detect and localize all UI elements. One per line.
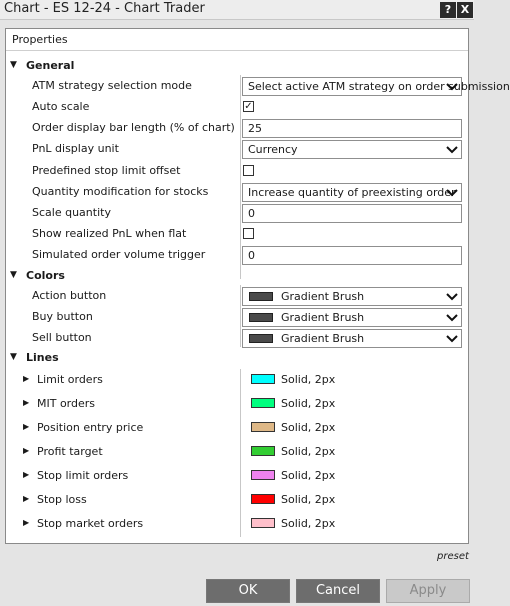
property-label: Simulated order volume trigger: [32, 248, 206, 261]
preset-link[interactable]: preset: [437, 551, 469, 562]
chevron-down-icon: [445, 79, 459, 94]
category-label: General: [26, 59, 75, 72]
stop-limit-offset-checkbox[interactable]: [243, 165, 254, 176]
line-label: Limit orders: [37, 373, 103, 386]
property-label: Buy button: [32, 310, 93, 323]
category-lines[interactable]: [6, 348, 468, 368]
auto-scale-checkbox[interactable]: [243, 101, 254, 112]
dropdown-value: Gradient Brush: [281, 290, 365, 303]
triangle-right-icon[interactable]: ▶: [23, 446, 30, 455]
properties-panel: [5, 28, 510, 544]
bar-length-input[interactable]: [242, 119, 462, 138]
cancel-button[interactable]: Cancel: [296, 579, 380, 603]
brush-swatch: [249, 313, 273, 322]
property-show-realized-pnl: [6, 224, 468, 244]
property-sell-button: [6, 328, 468, 348]
property-atm-strategy-mode: [6, 76, 510, 96]
property-label: Sell button: [32, 331, 92, 344]
dropdown-value: Gradient Brush: [281, 311, 365, 324]
property-label: Auto scale: [32, 100, 90, 113]
dropdown-value: Currency: [248, 143, 298, 156]
quantity-modification-dropdown[interactable]: [242, 183, 462, 202]
dropdown-value: Gradient Brush: [281, 332, 365, 345]
sim-volume-trigger-input[interactable]: [242, 246, 462, 265]
window-titlebar: [0, 0, 474, 20]
property-stop-limit-offset: [6, 161, 468, 181]
line-style-value: Solid, 2px: [281, 517, 336, 530]
property-quantity-modification: [6, 182, 468, 202]
line-color-swatch: [251, 446, 275, 456]
dropdown-value: Select active ATM strategy on order submission: [248, 80, 510, 93]
line-color-swatch: [251, 422, 275, 432]
input-value: 0: [248, 207, 255, 220]
category-colors[interactable]: [6, 266, 468, 286]
triangle-down-icon[interactable]: ▼: [10, 60, 17, 70]
category-label: Colors: [26, 269, 65, 282]
action-button-brush-dropdown[interactable]: [242, 287, 462, 306]
line-label: Stop limit orders: [37, 469, 129, 482]
property-label: Quantity modification for stocks: [32, 185, 209, 198]
line-label: Position entry price: [37, 421, 144, 434]
line-item-mit-orders[interactable]: [6, 394, 468, 414]
line-color-swatch: [251, 374, 275, 384]
chevron-down-icon: [445, 142, 459, 157]
input-value: 0: [248, 249, 255, 262]
window-title: Chart - ES 12-24 - Chart Trader: [4, 1, 205, 16]
chevron-down-icon: [445, 310, 459, 325]
line-style-value: Solid, 2px: [281, 421, 336, 434]
pnl-unit-dropdown[interactable]: [242, 140, 462, 159]
checkmark-icon: ✓: [244, 101, 253, 112]
chevron-down-icon: [445, 185, 459, 200]
triangle-right-icon[interactable]: ▶: [23, 374, 30, 383]
line-style-value: Solid, 2px: [281, 493, 336, 506]
sell-button-brush-dropdown[interactable]: [242, 329, 462, 348]
line-style-value: Solid, 2px: [281, 469, 336, 482]
line-label: Stop loss: [37, 493, 87, 506]
property-label: Predefined stop limit offset: [32, 164, 181, 177]
triangle-down-icon[interactable]: ▼: [10, 270, 17, 280]
brush-swatch: [249, 334, 273, 343]
line-color-swatch: [251, 494, 275, 504]
triangle-right-icon[interactable]: ▶: [23, 518, 30, 527]
property-label: Show realized PnL when flat: [32, 227, 187, 240]
property-sim-volume-trigger: [6, 245, 468, 265]
show-realized-pnl-checkbox[interactable]: [243, 228, 254, 239]
ok-button[interactable]: OK: [206, 579, 290, 603]
category-general[interactable]: [6, 56, 468, 76]
category-label: Lines: [26, 351, 59, 364]
dropdown-value: Increase quantity of preexisting order: [248, 186, 456, 199]
triangle-right-icon[interactable]: ▶: [23, 422, 30, 431]
line-label: Profit target: [37, 445, 103, 458]
property-label: ATM strategy selection mode: [32, 79, 192, 92]
triangle-right-icon[interactable]: ▶: [23, 494, 30, 503]
triangle-right-icon[interactable]: ▶: [23, 398, 30, 407]
line-color-swatch: [251, 398, 275, 408]
line-style-value: Solid, 2px: [281, 445, 336, 458]
panel-title: Properties: [12, 33, 68, 46]
close-icon[interactable]: X: [457, 2, 473, 18]
apply-button[interactable]: Apply: [386, 579, 470, 603]
triangle-right-icon[interactable]: ▶: [23, 470, 30, 479]
buy-button-brush-dropdown[interactable]: [242, 308, 462, 327]
atm-strategy-dropdown[interactable]: [242, 77, 510, 96]
property-scale-quantity: [6, 203, 468, 223]
property-label: Action button: [32, 289, 107, 302]
line-style-value: Solid, 2px: [281, 397, 336, 410]
line-item-position-entry-price[interactable]: [6, 418, 468, 438]
triangle-down-icon[interactable]: ▼: [10, 352, 17, 362]
property-pnl-unit: [6, 139, 468, 159]
line-item-profit-target[interactable]: [6, 442, 468, 462]
line-item-stop-limit-orders[interactable]: [6, 466, 468, 486]
line-item-stop-market-orders[interactable]: [6, 514, 468, 534]
line-label: Stop market orders: [37, 517, 144, 530]
property-buy-button: [6, 307, 468, 327]
property-label: Scale quantity: [32, 206, 111, 219]
line-color-swatch: [251, 518, 275, 528]
help-icon[interactable]: ?: [440, 2, 456, 18]
property-label: PnL display unit: [32, 142, 119, 155]
properties-header: [6, 29, 468, 51]
property-action-button: [6, 286, 468, 306]
line-item-stop-loss[interactable]: [6, 490, 468, 510]
line-item-limit-orders[interactable]: [6, 370, 468, 390]
chevron-down-icon: [445, 289, 459, 304]
line-color-swatch: [251, 470, 275, 480]
line-label: MIT orders: [37, 397, 96, 410]
brush-swatch: [249, 292, 273, 301]
input-value: 25: [248, 122, 262, 135]
chevron-down-icon: [445, 331, 459, 346]
line-style-value: Solid, 2px: [281, 373, 336, 386]
property-label: Order display bar length (% of chart): [32, 121, 235, 134]
property-bar-length: [6, 118, 468, 138]
scale-quantity-input[interactable]: [242, 204, 462, 223]
property-auto-scale: [6, 97, 468, 117]
